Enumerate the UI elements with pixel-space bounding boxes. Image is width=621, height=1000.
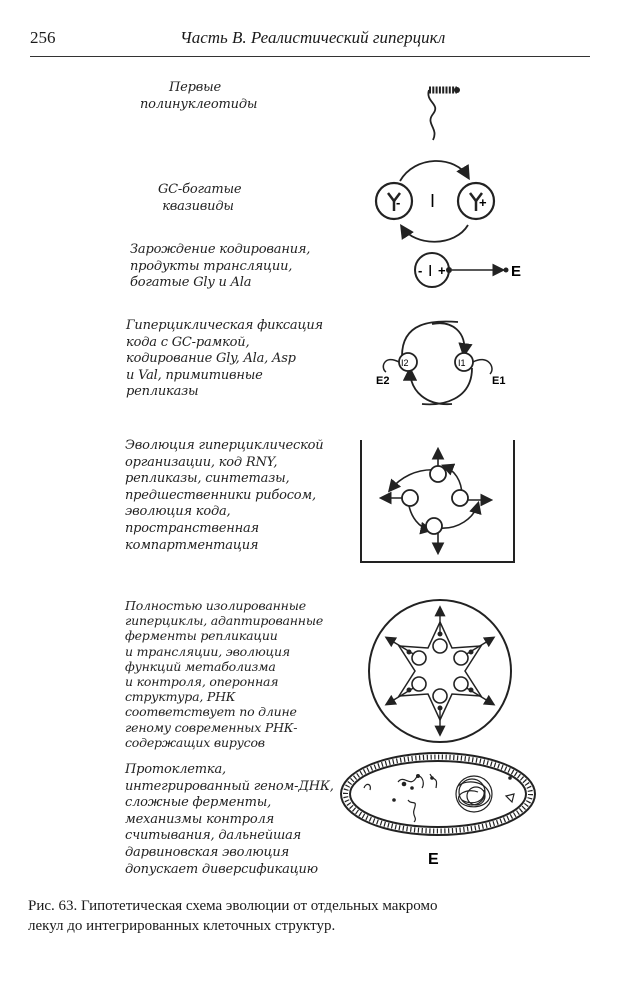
stage-label-6: Полностью изолированные гиперциклы, адаптированные ферменты репликации и трансляции, эволюция функций метаболизма и контроля, оперонная структура, РНК соответствует по длине геному современных РНК- содержащих вирусов: [125, 598, 324, 750]
page-number: 256: [30, 28, 56, 47]
svg-text:E2: E2: [376, 375, 390, 387]
coding-origin-diagram: [410, 248, 530, 292]
stage-label-4: Гиперциклическая фиксация кода с GC-рамкой, кодирование Gly, Ala, Asp и Val, примитивные репликазы: [126, 318, 323, 400]
svg-text:-: -: [418, 263, 423, 278]
stage-label-1: Первые полинуклеотиды: [140, 80, 258, 112]
hypercycle-fixation-diagram: [372, 312, 522, 412]
figure-caption: Рис. 63. Гипотетическая схема эволюции от отдельных макромо лекул до интегрированных клеточных структур.: [28, 898, 438, 934]
stage-label-7: Протоклетка, интегрированный геном-ДНК, сложные ферменты, механизмы контроля считывания, дальнейшая дарвиновская эволюция допускает диверсификацию: [125, 762, 334, 877]
svg-text:+: +: [479, 195, 487, 210]
polynucleotide-diagram: [415, 78, 475, 148]
page-header: [30, 28, 590, 54]
hypercycle-organization-diagram: [358, 440, 518, 565]
svg-text:+: +: [438, 263, 446, 278]
isolated-hypercycle-diagram: [365, 596, 515, 746]
svg-text:E: E: [511, 263, 522, 280]
svg-text:I: I: [428, 263, 433, 280]
stage-label-3: Зарождение кодирования, продукты трансляции, богатые Gly и Ala: [130, 242, 311, 291]
svg-text:-: -: [396, 195, 401, 210]
svg-text:I1: I1: [458, 358, 466, 368]
svg-text:I: I: [430, 191, 436, 211]
stage-label-5: Эволюция гиперциклической организации, код RNY, репликазы, синтетазы, предшественники рибосом, эволюция кода, пространственная компартментация: [125, 438, 324, 553]
header-rule: [30, 56, 590, 57]
svg-text:I2: I2: [401, 358, 409, 368]
protocell-diagram: [338, 748, 538, 868]
svg-text:E1: E1: [492, 375, 506, 387]
quasispecies-cycle-diagram: [370, 155, 500, 250]
stage-label-2: GC-богатые квазивиды: [158, 182, 242, 214]
running-head: Часть В. Реалистический гиперцикл: [180, 28, 446, 47]
svg-text:E: E: [428, 851, 439, 868]
